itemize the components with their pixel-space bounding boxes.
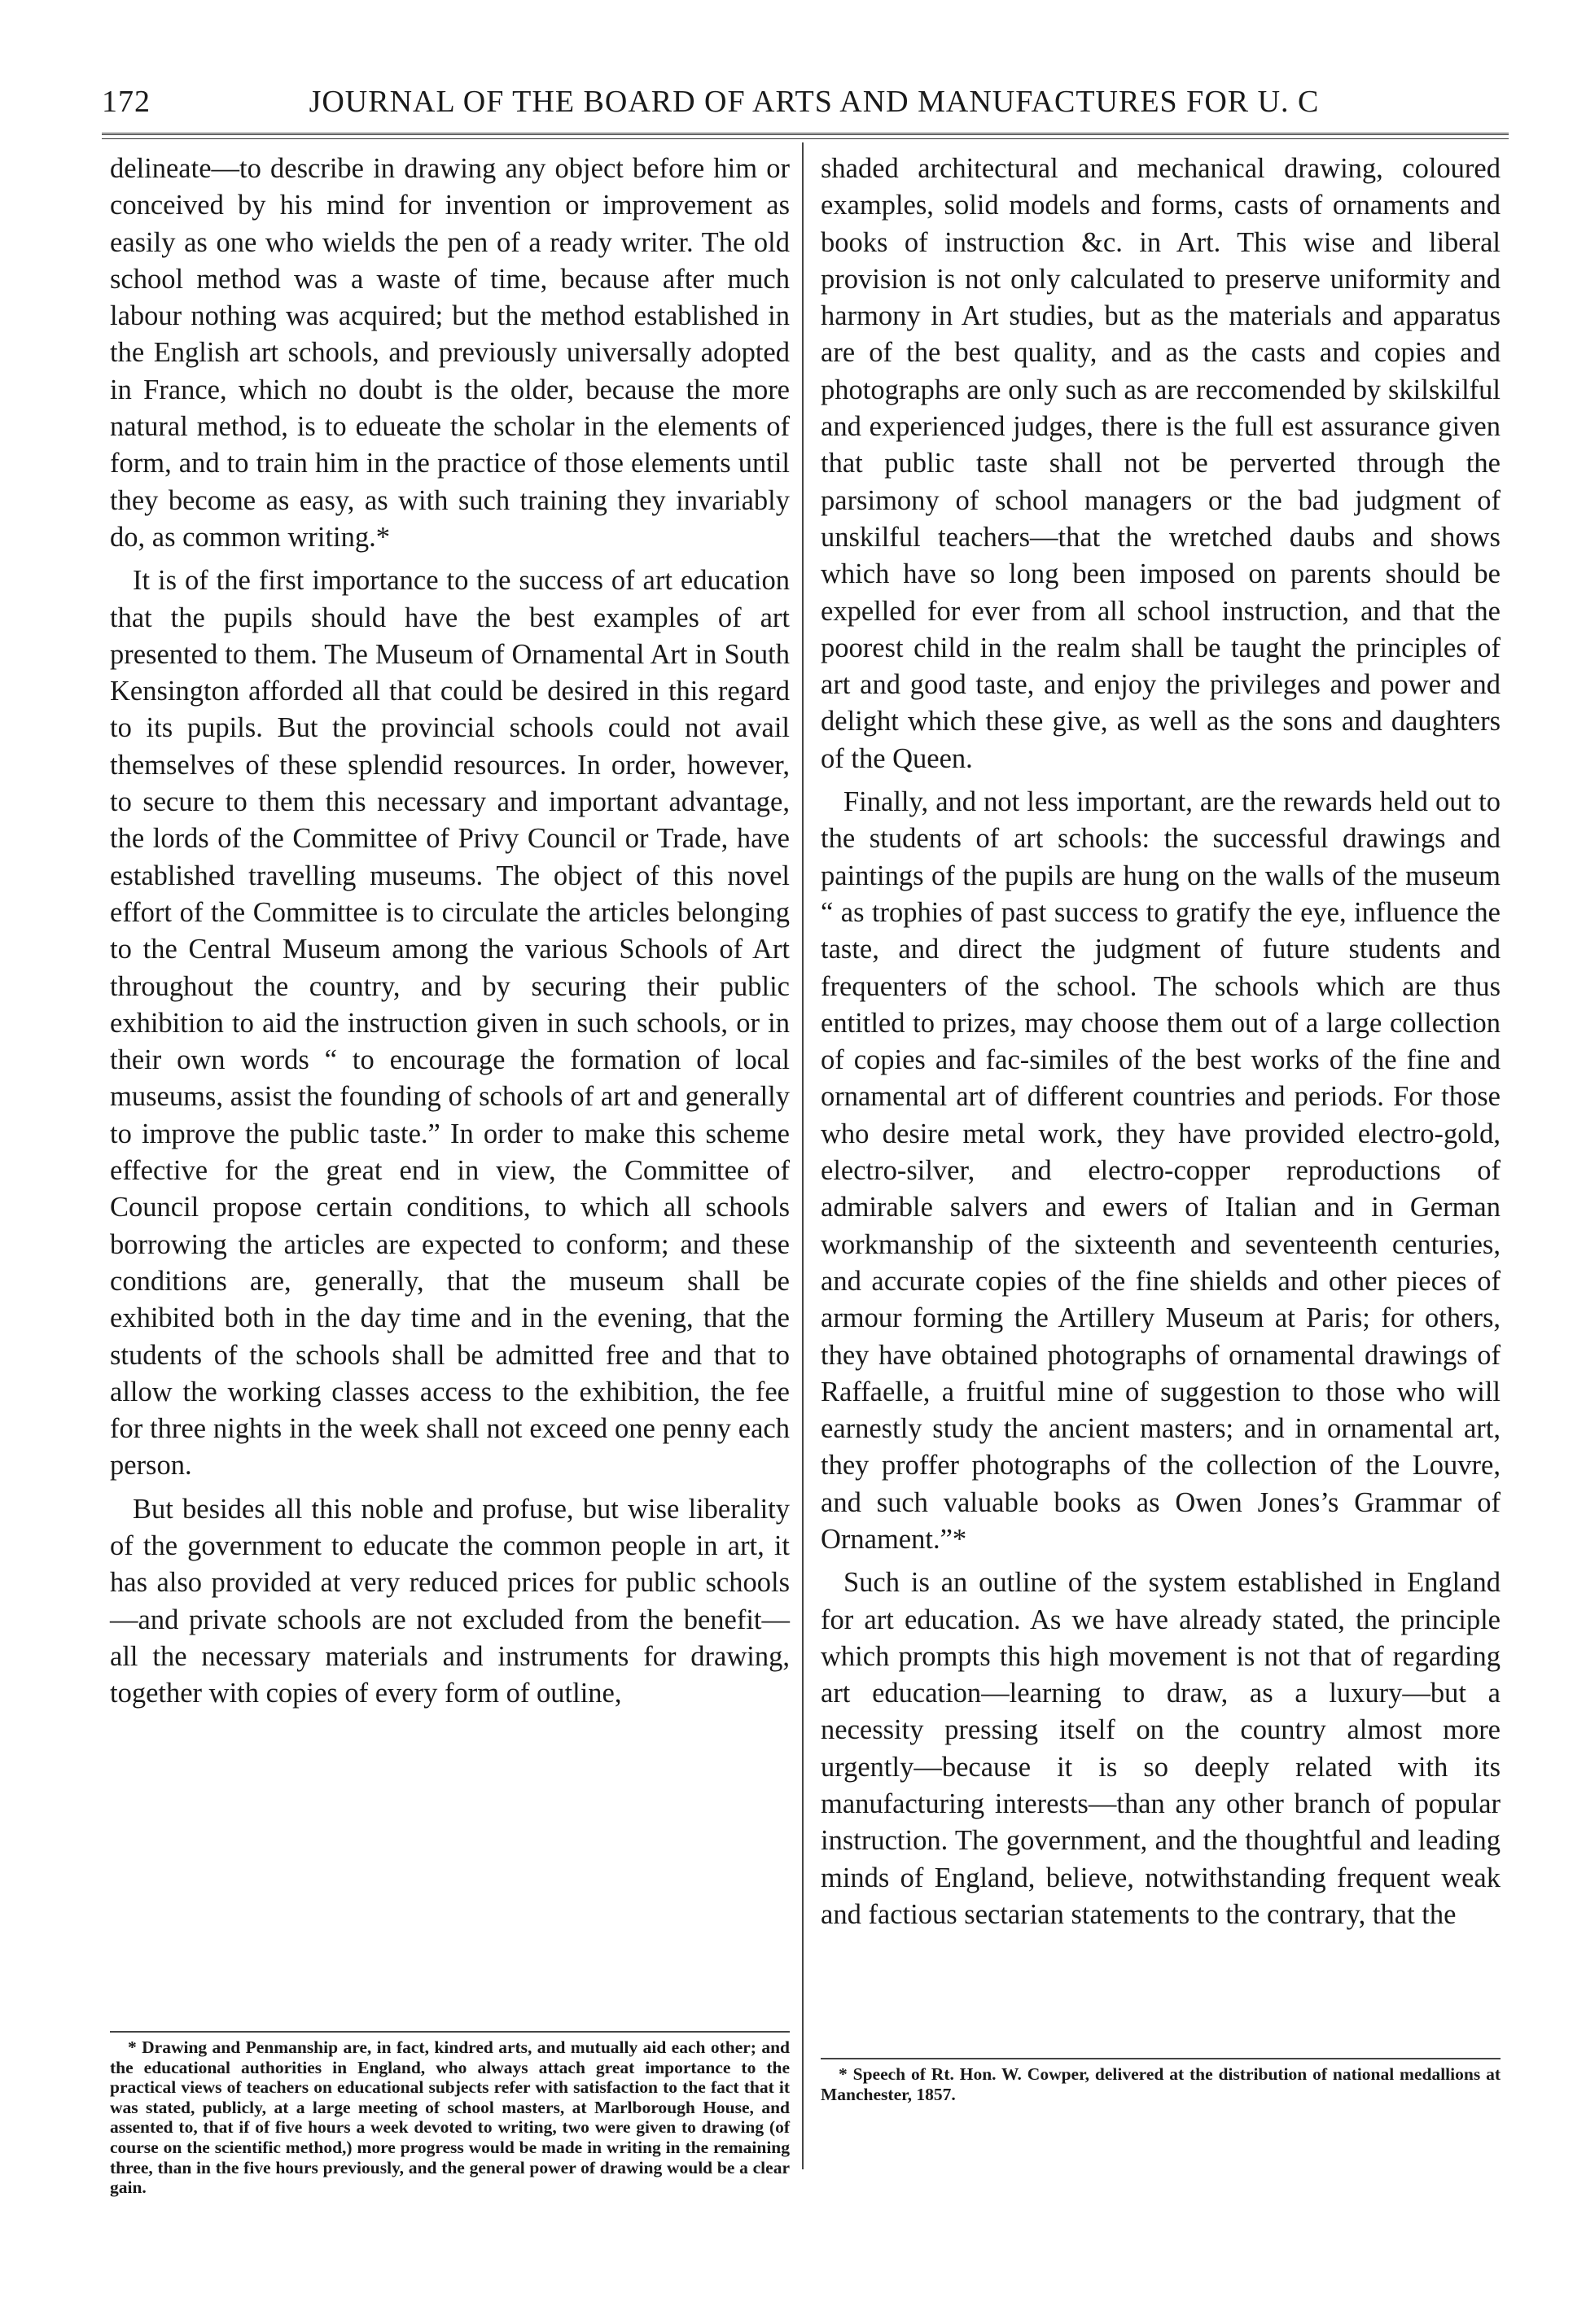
right-footnote: * Speech of Rt. Hon. W. Cowper, delivered at the distribution of national medallions at Manchester, 1857. [821, 2064, 1501, 2104]
right-paragraph-3: Such is an outline of the system established in England for art education. As we have already stated, the principle which prompts this high movement is not that of regarding art education—learning to draw, as a luxury—but a necessity pressing itself on the country almost more urgently—because it is so deeply related with its manufacturing interests—than any other branch of popular instruction. The government, and the thoughtful and leading minds of England, believe, notwithstanding frequent weak and factious sectarian statements to the contrary, that the [821, 1567, 1501, 1930]
page-header [102, 77, 1502, 126]
left-paragraph-1: delineate—to describe in drawing any object before him or conceived by his mind for invention or improvement as easily as one who wields the pen of a ready writer. The old school method was a waste of time, because after much labour nothing was acquired; but the method established in the English art schools, and previously universally adopted in France, which no doubt is the older, because the more natural method, is to edueate the scholar in the elements of form, and to train him in the practice of those elements until they become as easy, as with such training they invariably do, as common writing.* [110, 153, 790, 553]
left-paragraph-2: It is of the first importance to the success of art education that the pupils should have the best examples of art presented to them. The Museum of Ornamental Art in South Kensington afforded all that could be desired in this regard to its pupils. But the provincial schools could not avail themselves of these splendid resources. In order, however, to secure to them this necessary and important advantage, the lords of the Committee of Privy Council or Trade, have established travelling museums. The object of this novel effort of the Committee is to circulate the articles belonging to the Central Museum among the various Schools of Art throughout the country, and by securing their public exhibition to aid the instruction given in such schools, or in their own words “ to encourage the formation of local museums, assist the founding of schools of art and generally to improve the public taste.” In order to make this scheme effective for the great end in view, the Committee of Council propose certain conditions, to which all schools borrowing the articles are expected to conform; and these conditions are, generally, that the museum shall be exhibited both in the day time and in the evening, that the students of the schools shall be admitted free and that to allow the working classes access to the exhibition, the fee for three nights in the week shall not exceed one penny each person. [110, 565, 790, 1481]
right-column [821, 151, 1501, 1933]
right-paragraph-1: shaded architectural and mechanical drawing, coloured examples, solid models and forms, casts of ornaments and books of instruction &c. in Art. This wise and liberal provision is not only calculated to preserve uniformity and harmony in Art studies, but as the materials and apparatus are of the best quality, and as the casts and copies and photographs are only such as are reccomended by skilskilful and experienced judges, there is the full est assurance given that public taste shall not be perverted through the parsimony of school managers or the bad judgment of unskilful teachers—that the wretched daubs and shows which have so long been imposed on parents should be expelled for ever from all school instruction, and that the poorest child in the realm shall be taught the principles of art and good taste, and enjoy the privileges and power and delight which these give, as well as the sons and daughters of the Queen. [821, 153, 1501, 774]
column-divider [802, 142, 804, 2169]
left-column [110, 151, 790, 1712]
right-footnote-rule [821, 2058, 1501, 2059]
running-head: JOURNAL OF THE BOARD OF ARTS AND MANUFACTURES FOR U. C [309, 85, 1320, 119]
left-footnote: * Drawing and Penmanship are, in fact, kindred arts, and mutually aid each other; and the educational authorities in England, who always attach great importance to the practical views of teachers on educational subjects refer with satisfaction to the fact that it was stated, publicly, at a large meeting of school masters, at Marlborough House, and assented to, that if of five hours a week devoted to writing, two were given to drawing (of course on the scientific method,) more progress would be made in writing in the remaining three, than in the five hours previously, and the general power of drawing would be a clear gain. [110, 2037, 790, 2198]
page-number: 172 [102, 85, 151, 119]
left-paragraph-3: But besides all this noble and profuse, but wise liberality of the government to educate the common people in art, it has also provided at very reduced prices for public schools—and private schools are not excluded from the benefit—all the necessary materials and instruments for drawing, together with copies of every form of outline, [110, 1493, 790, 1709]
header-rule [102, 133, 1509, 139]
right-paragraph-2: Finally, and not less important, are the rewards held out to the students of art schools: the successful drawings and paintings of the pupils are hung on the walls of the museum “ as trophies of past success to gratify the eye, influence the taste, and direct the judgment of future students and frequenters of the school. The schools which are thus entitled to prizes, may choose them out of a large collection of copies and fac-similes of the best works of the fine and ornamental art of different countries and periods. For those who desire metal work, they have provided electro-gold, electro-silver, and electro-copper reproductions of admirable salvers and ewers of Italian and in German workmanship of the sixteenth and seventeenth centuries, and accurate copies of the fine shields and other pieces of armour forming the Artillery Museum at Paris; for others, they have obtained photographs of ornamental drawings of Raffaelle, a fruitful mine of suggestion to those who will earnestly study the ancient masters; and in ornamental art, they proffer photographs of the collection of the Louvre, and such valuable books as Owen Jones’s Grammar of Ornament.”* [821, 786, 1501, 1555]
left-footnote-rule [110, 2031, 790, 2033]
